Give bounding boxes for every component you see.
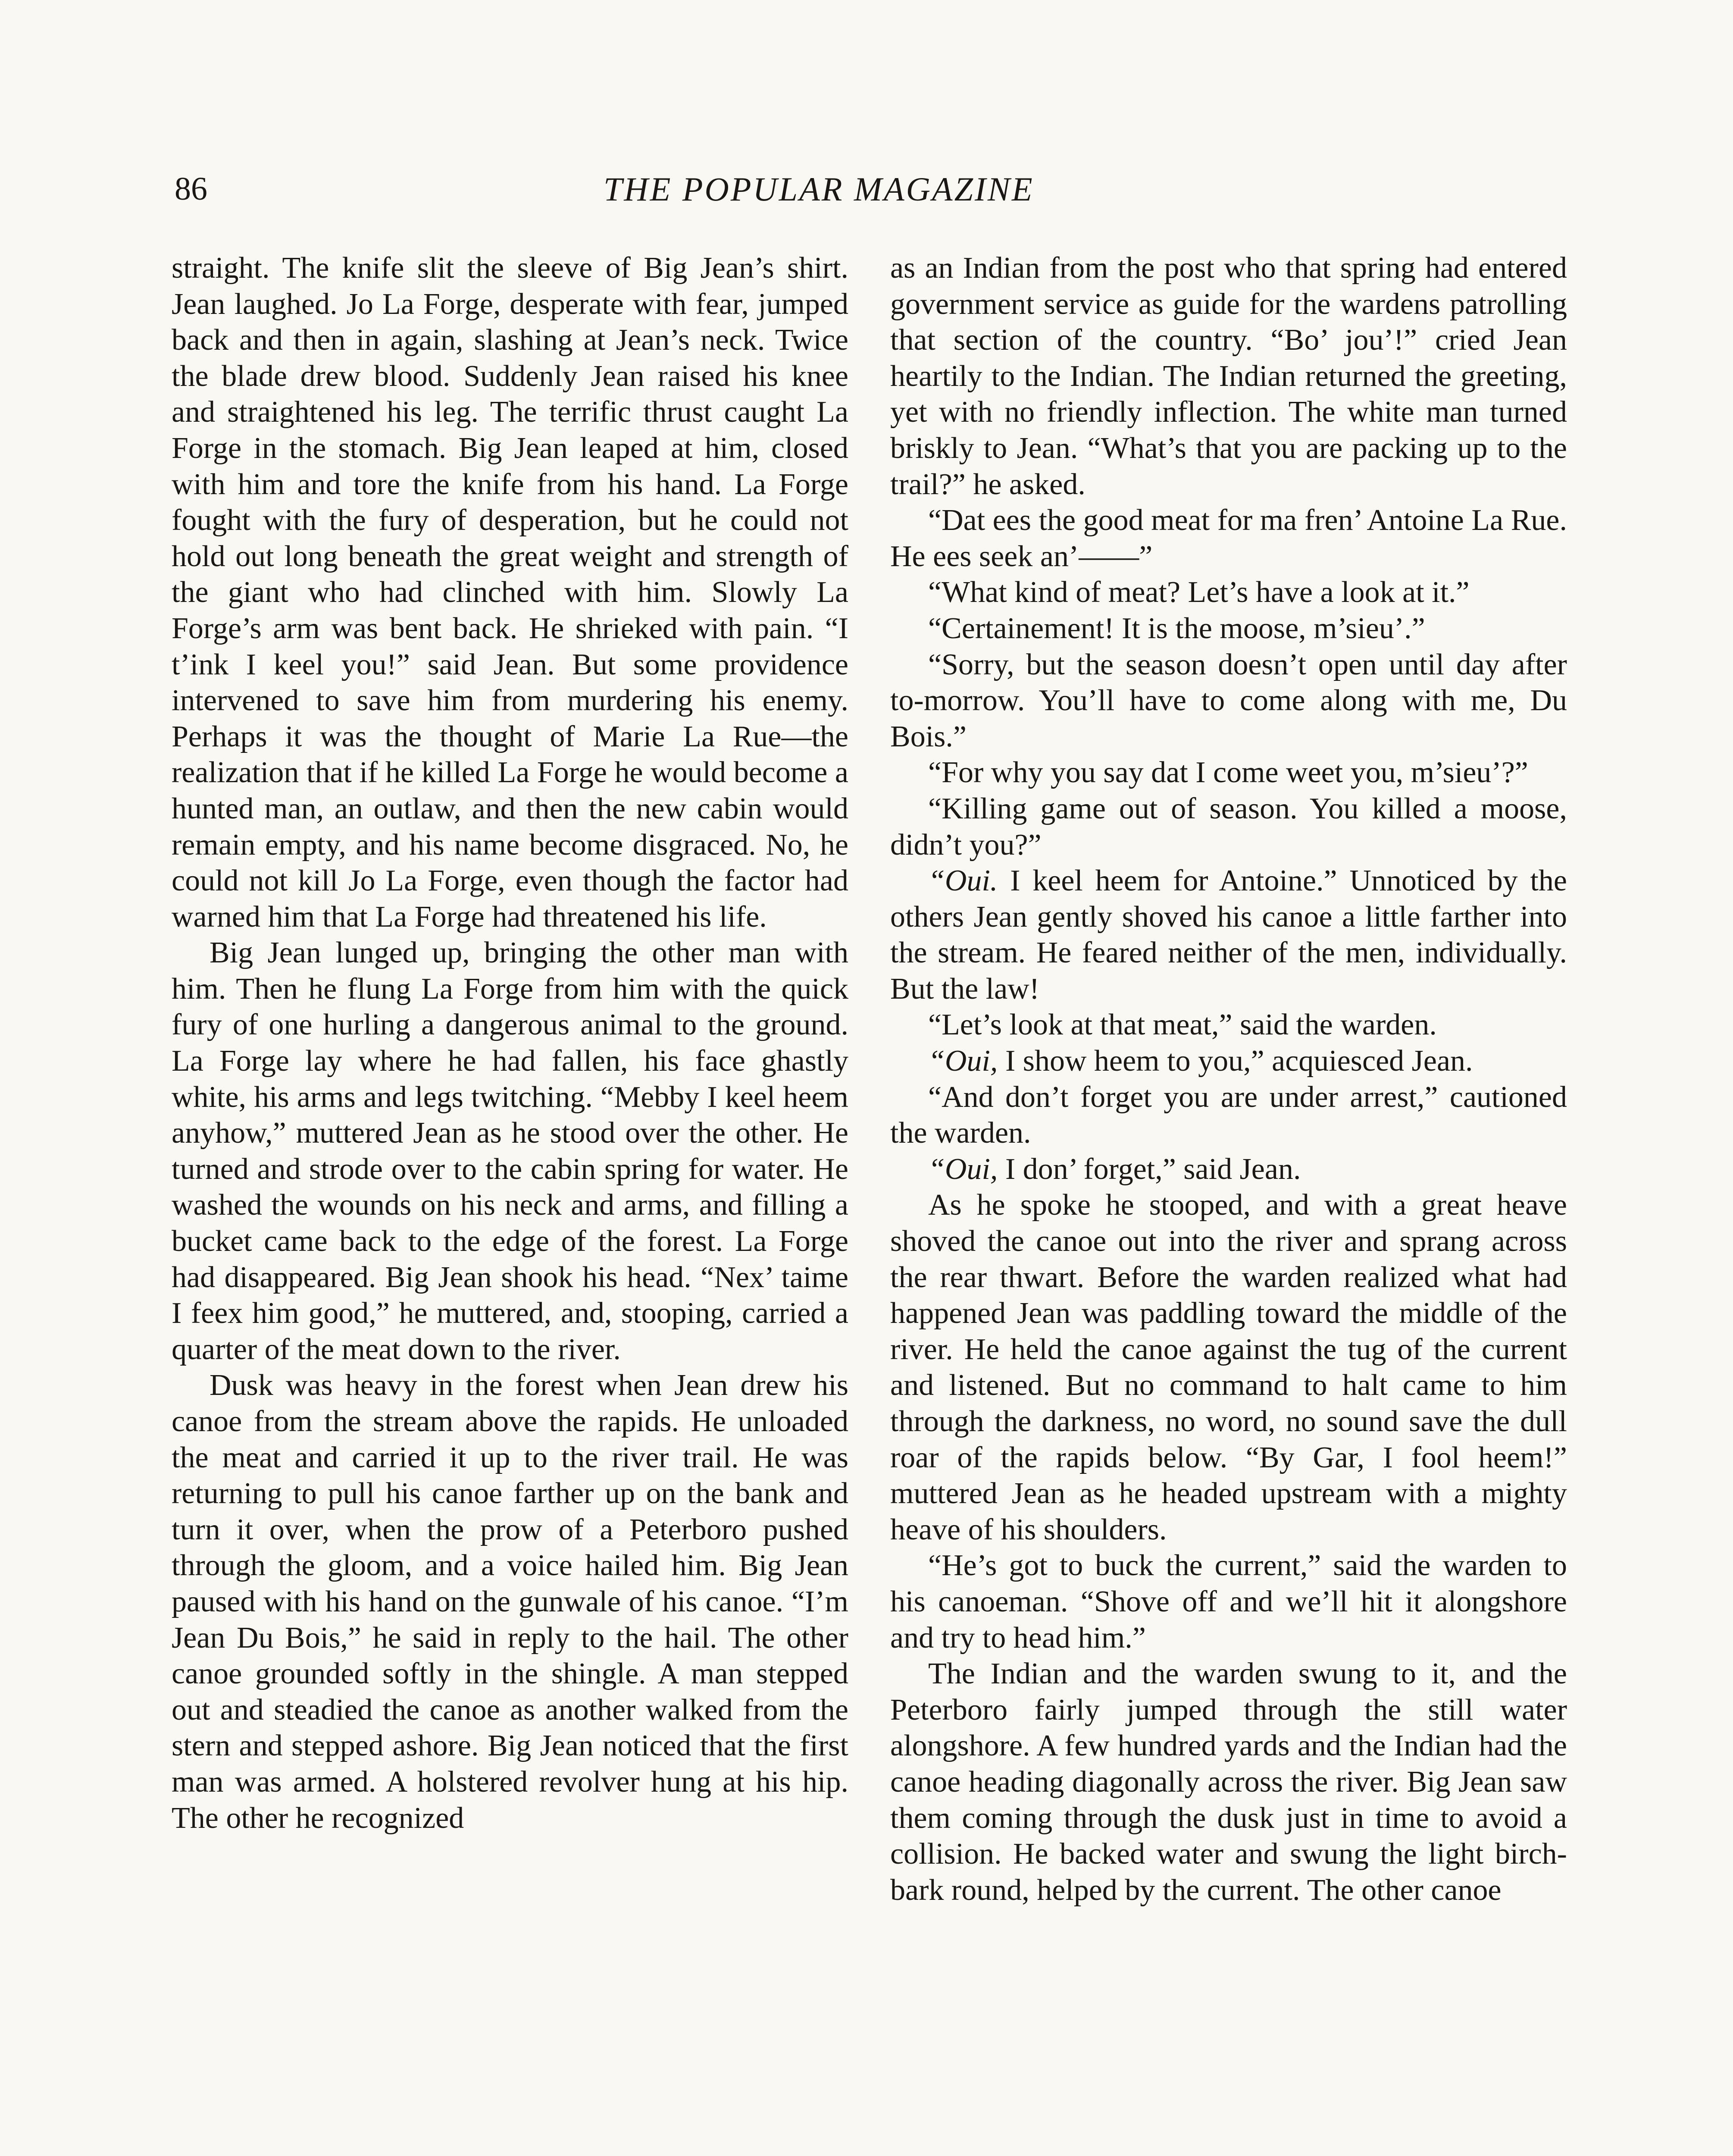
paragraph	[890, 863, 1567, 1007]
paragraph: Big Jean lunged up, bringing the other man with him. Then he flung La Forge from him with the quick fury of one hurling a dangerous animal to the ground. La Forge lay where he had fallen, his face ghastly white, his arms and legs twitching. “Mebby I keel heem anyhow,” muttered Jean as he stood over the other. He turned and strode over to the cabin spring for water. He washed the wounds on his neck and arms, and filling a bucket came back to the edge of the forest. La Forge had disappeared. Big Jean shook his head. “Nex’ taime I feex him good,” he muttered, and, stooping, carried a quarter of the meat down to the river.	[172, 936, 848, 1366]
paragraph: straight. The knife slit the sleeve of Big Jean’s shirt. Jean laughed. Jo La Forge, desperate with fear, jumped back and then in again, slashing at Jean’s neck. Twice the blade drew blood. Suddenly Jean raised his knee and straightened his leg. The terrific thrust caught La Forge in the stomach. Big Jean leaped at him, closed with him and tore the knife from his hand. La Forge fought with the fury of desperation, but he could not hold out long beneath the great weight and strength of the giant who had clinched with him. Slowly La Forge’s arm was bent back. He shrieked with pain. “I t’ink I keel you!” said Jean. But some providence intervened to save him from murdering his enemy. Perhaps it was the thought of Marie La Rue—the realization that if he killed La Forge he would become a hunted man, an outlaw, and then the new cabin would remain empty, and his name become disgraced. No, he could not kill Jo La Forge, even though the factor had warned him that La Forge had threatened his life.	[172, 251, 848, 934]
paragraph-text: I don’ forget,” said Jean.	[998, 1152, 1301, 1186]
paragraph: As he spoke he stooped, and with a great heave shoved the canoe out into the river and sprang across the rear thwart. Before the warden realized what had happened Jean was paddling toward the middle of the river. He held the canoe against the tug of the current and listened. But no command to halt came to him through the darkness, no word, no sound save the dull roar of the rapids below. “By Gar, I fool heem!” muttered Jean as he headed upstream with a mighty heave of his shoulders.	[890, 1188, 1567, 1546]
paragraph-text: I show heem to you,” acquiesced Jean.	[998, 1044, 1473, 1078]
paragraph: Dusk was heavy in the forest when Jean drew his canoe from the stream above the rapids. He unloaded the meat and carried it up to the river trail. He was returning to pull his canoe farther up on the bank and turn it over, when the prow of a Peterboro pushed through the gloom, and a voice hailed him. Big Jean paused with his hand on the gunwale of his canoe. “I’m Jean Du Bois,” he said in reply to the hail. The other canoe grounded softly in the shingle. A man stepped out and steadied the canoe as another walked from the stern and stepped ashore. Big Jean noticed that the first man was armed. A holstered revolver hung at his hip. The other he recognized	[172, 1369, 848, 1835]
left-column	[172, 250, 848, 1836]
paragraph: “Dat ees the good meat for ma fren’ Antoine La Rue. He ees seek an’——”	[890, 504, 1567, 573]
paragraph: “He’s got to buck the current,” said the warden to his canoeman. “Shove off and we’ll hit it alongshore and try to head him.”	[890, 1549, 1567, 1655]
italic-word: “Oui,	[928, 1152, 998, 1186]
italic-word: “Oui,	[928, 1044, 998, 1078]
paragraph: The Indian and the warden swung to it, and the Peterboro fairly jumped through the still water alongshore. A few hundred yards and the Indian had the canoe heading diagonally across the river. Big Jean saw them coming through the dusk just in time to avoid a collision. He backed water and swung the light birch-bark round, helped by the current. The other canoe	[890, 1657, 1567, 1907]
paragraph: “Sorry, but the season doesn’t open until day after to-morrow. You’ll have to come along with me, Du Bois.”	[890, 648, 1567, 753]
italic-word: “Oui.	[928, 864, 998, 898]
paragraph: as an Indian from the post who that spring had entered government service as guide for the wardens patrolling that section of the country. “Bo’ jou’!” cried Jean heartily to the Indian. The Indian returned the greeting, yet with no friendly inflection. The white man turned briskly to Jean. “What’s that you are packing up to the trail?” he asked.	[890, 251, 1567, 501]
paragraph: “Killing game out of season. You killed a moose, didn’t you?”	[890, 792, 1567, 862]
paragraph: “And don’t forget you are under arrest,” cautioned the warden.	[890, 1080, 1567, 1150]
right-column	[890, 250, 1567, 1908]
paragraph: “Let’s look at that meat,” said the warden.	[928, 1008, 1437, 1042]
paragraph: “Certainement! It is the moose, m’sieu’.”	[928, 611, 1425, 645]
paragraph-text: I keel heem for Antoine.” Unnoticed by the others Jean gently shoved his canoe a little farther into the stream. He feared neither of the men, individually. But the law!	[890, 864, 1567, 1006]
page-number: 86	[175, 171, 207, 207]
paragraph: “For why you say dat I come weet you, m’sieu’?”	[928, 756, 1528, 790]
paragraph	[890, 1151, 1567, 1188]
running-head-title: THE POPULAR MAGAZINE	[604, 170, 1034, 208]
paragraph: “What kind of meat? Let’s have a look at it.”	[928, 576, 1470, 609]
paragraph	[890, 1043, 1567, 1079]
